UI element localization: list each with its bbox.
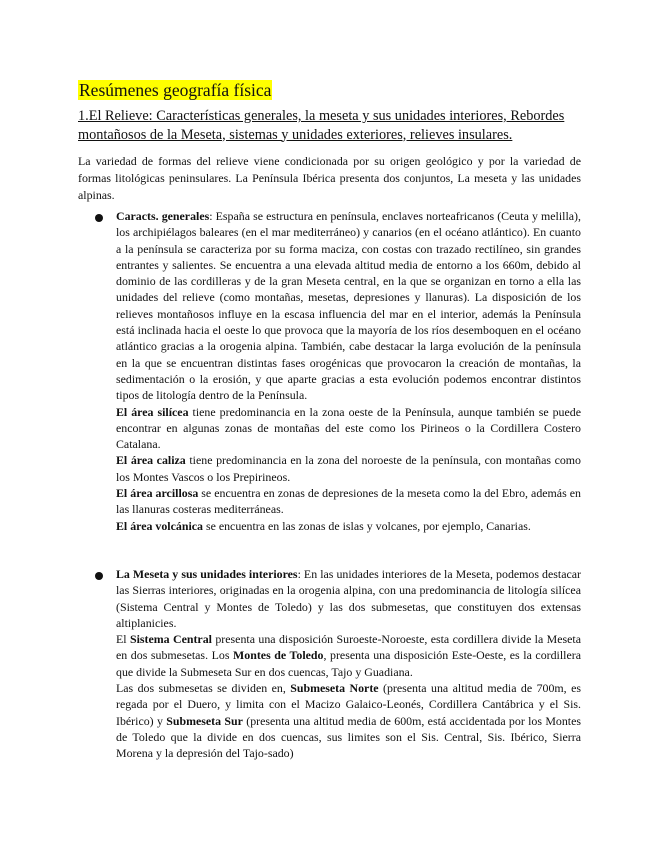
submesetas-paragraph <box>116 680 581 761</box>
area-arcillosa-text: se encuentra en zonas de depresiones de la meseta como la del Ebro, además en las llanuras costeras mediterráneas. <box>116 486 581 517</box>
montes-toledo-label: Montes de Toledo <box>233 648 324 663</box>
area-silicea-label: El área silícea <box>116 404 189 419</box>
submeseta-sur-label: Submeseta Sur <box>166 713 243 728</box>
sistema-central-label: Sistema Central <box>129 632 212 647</box>
title-highlight: Resúmenes geografía física <box>79 80 272 100</box>
caracts-paragraph <box>116 208 581 404</box>
intro-paragraph: La variedad de formas del relieve viene condicionada por su origen geológico y por la variedad de formas litológicas peninsulares. La Península Ibérica presenta dos conjuntos, La meseta y las unidades alpinas. <box>78 154 581 202</box>
area-volcanica-label: El área volcánica <box>116 518 203 533</box>
area-silicea-paragraph <box>116 404 581 453</box>
area-arcillosa-label: El área arcillosa <box>116 486 199 501</box>
submeseta-norte-label: Submeseta Norte <box>290 681 379 696</box>
submeseta-norte-text: (presenta una altitud media de 700m, es regada por el Duero, y limita con el Macizo Galaico-Leonés, Cordillera Cantábrica y el Sis. Ibérico) y <box>116 681 581 728</box>
submesetas-prefix: Las dos submesetas se dividen en, <box>116 681 291 696</box>
heading-line-1: 1.El Relieve: Características generales, la meseta y sus unidades interiores, Rebordes <box>78 108 565 124</box>
heading-line-2: montañosos de la Meseta, sistemas y unidades exteriores, relieves insulares. <box>78 126 513 143</box>
area-caliza-label: El área caliza <box>116 453 186 468</box>
area-caliza-text: tiene predominancia en la zona del noroeste de la península, con montañas como los Montes Vascos o los Prepirineos. <box>116 453 582 484</box>
area-volcanica-text: se encuentra en las zonas de islas y volcanes, por ejemplo, Canarias. <box>202 518 531 533</box>
area-arcillosa-paragraph <box>116 485 581 518</box>
bullet-icon <box>95 214 103 222</box>
bullet-icon <box>95 572 103 580</box>
section-heading <box>78 107 583 144</box>
caracts-colon: : <box>209 209 213 223</box>
meseta-text: : En las unidades interiores de la Meseta, podemos destacar las Sierras interiores, originadas en la orogenia alpina, con una predominancia de litología silícea (Sistema Central y Montes de Toledo) y las dos submesetas, que constituyen dos extensas altiplanicies. <box>116 567 581 630</box>
submeseta-sur-text: (presenta una altitud media de 600m, está accidentada por los Montes de Toledo que la divide en dos cuencas, sus limites son el Sis. Central, Sis. Ibérico, Sierra Morena y la depresión del Tajo-sado) <box>116 713 581 761</box>
meseta-paragraph <box>116 566 581 631</box>
sistema-central-prefix: El <box>116 632 130 647</box>
sistema-central-paragraph <box>116 631 581 680</box>
area-silicea-text: tiene predominancia en la zona oeste de la Península, aunque también se puede encontrar en algunas zonas de montañas del este como los Pirineos o la Cordillera Costero Catalana. <box>116 404 582 452</box>
caracts-label: Caracts. generales <box>116 209 210 223</box>
list-item-caracts-generales <box>116 208 581 534</box>
meseta-label: La Meseta y sus unidades interiores <box>116 567 298 581</box>
document-title <box>78 79 272 101</box>
caracts-text: España se estructura en península, enclaves norteafricanos (Ceuta y melilla), los archipiélagos baleares (en el mar mediterráneo) y canarios (en el océano atlántico). En cuanto a la península se caracteriza por su forma maciza, con costas con trazado rectilíneo, sin grandes entrantes y salientes. Se encuentra a una elevada altitud media de entorno a los 660m, debido al dominio de las cordilleras y de la gran Meseta central, en la que se organizan en torno a ella las unidades del relieve (como montañas, mesetas, depresiones y llanuras). La disposición de los relieves montañosos influye en la escasa influencia del mar en el interior, además la Península está inclinada hacia el oeste lo que provoca que la mayoría de los ríos desemboquen en el océano atlántico gracias a la orogenia alpina. También, cabe destacar la larga evolución de la península en la que se encuentran distintas fases orogénicas que provocaron la creación de montañas, la sedimentación o la erosión, y que aparte gracias a esta evolución podemos encontrar distintos tipos de litología dentro de la Península. <box>116 209 581 403</box>
sistema-central-text: presenta una disposición Suroeste-Noroeste, esta cordillera divide la Meseta en dos submesetas. Los <box>116 632 581 663</box>
montes-toledo-text: , presenta una disposición Este-Oeste, es la cordillera que divide la Submeseta Sur en dos cuencas, Tajo y Guadiana. <box>116 648 581 679</box>
area-volcanica-paragraph <box>116 518 581 534</box>
area-caliza-paragraph <box>116 452 581 485</box>
list-item-meseta <box>116 566 581 762</box>
